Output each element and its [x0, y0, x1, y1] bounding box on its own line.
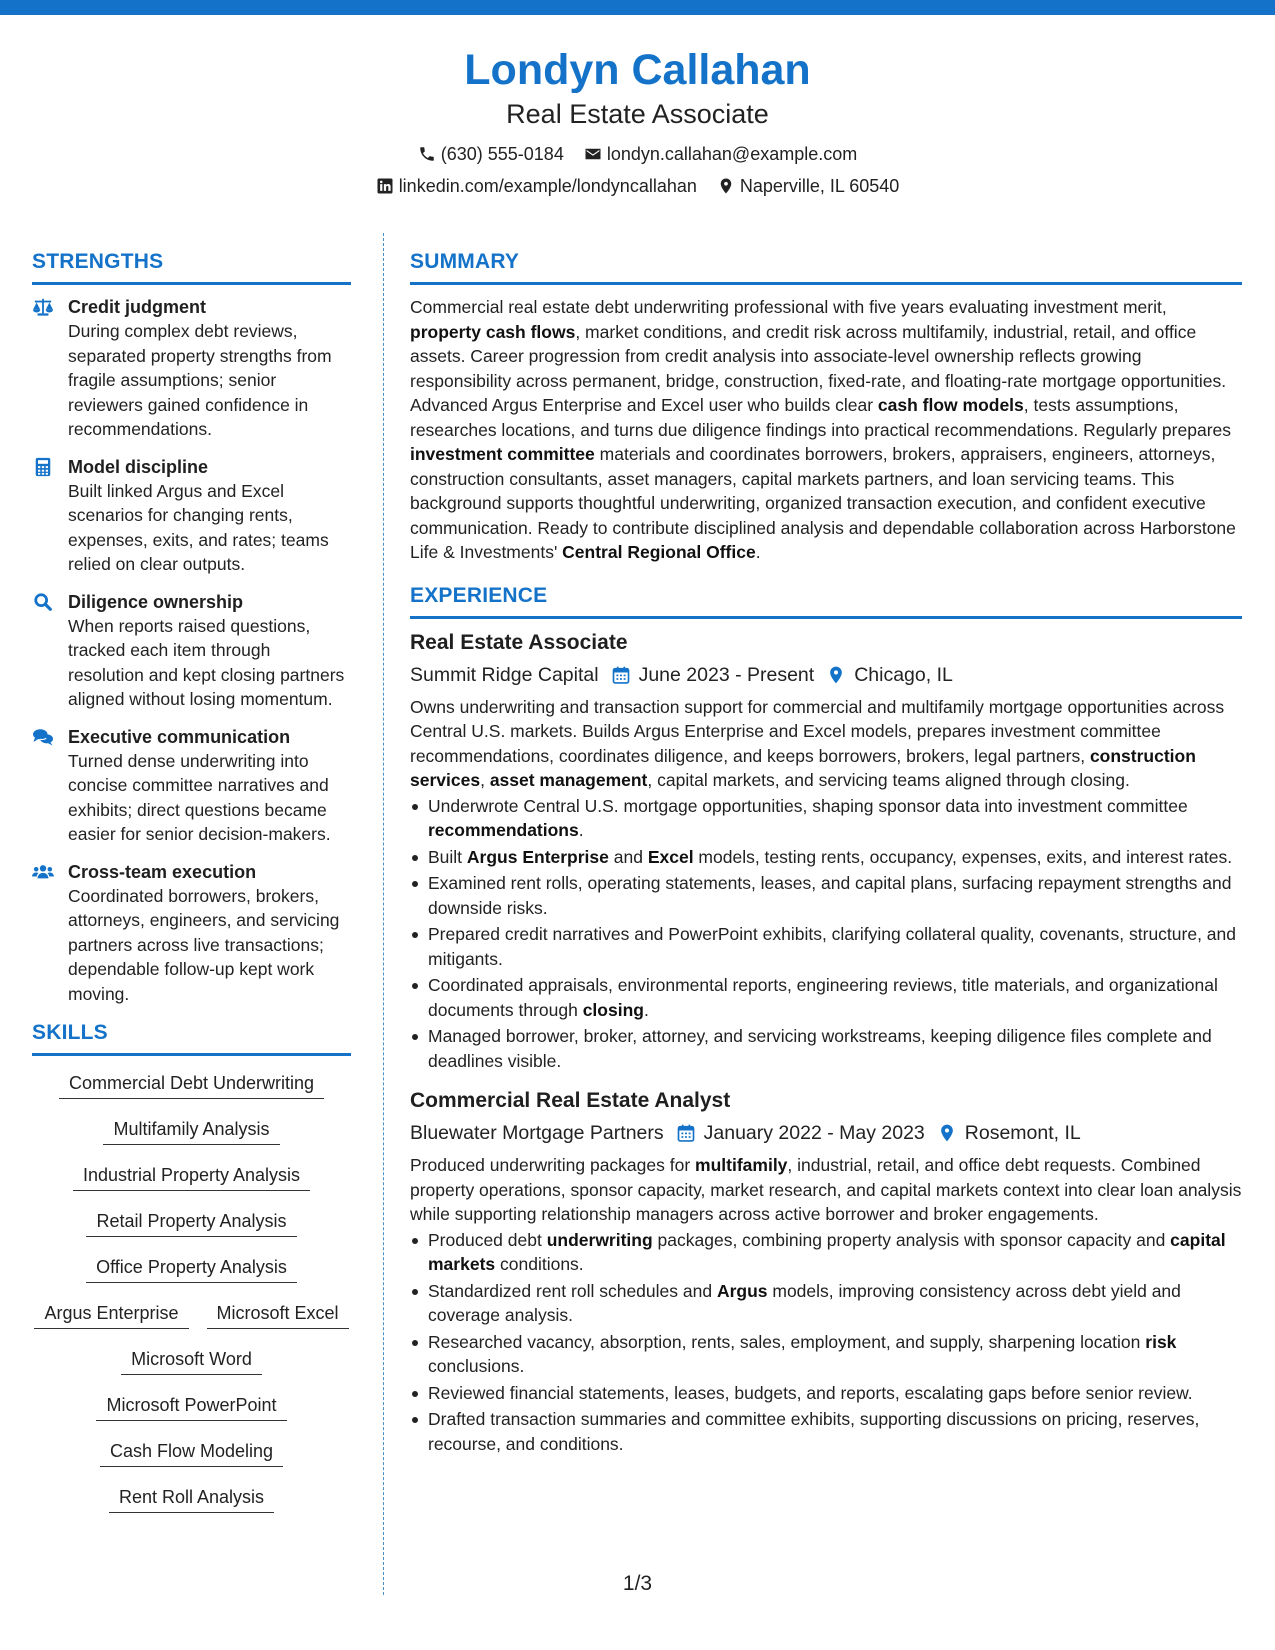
map-pin-icon — [826, 665, 846, 685]
job-description: Produced underwriting packages for multifamily, industrial, retail, and office debt requests. Combined property operations, sponsor capacity, market research, and capital markets context into clear loan analysis while supporting relationship managers across active borrower and broker engagements. — [410, 1155, 1242, 1224]
job-bullet: Prepared credit narratives and PowerPoint exhibits, clarifying collateral quality, covenants, structure, and mitigants. — [410, 922, 1242, 971]
job-entry — [410, 1087, 1242, 1456]
summary-heading: SUMMARY — [410, 248, 1242, 285]
strength-title: Cross-team execution — [68, 861, 257, 882]
job-bullet: Examined rent rolls, operating statements, leases, and capital plans, surfacing repayment strengths and downside risks. — [410, 871, 1242, 920]
strengths-list — [32, 295, 351, 1006]
skills-heading: SKILLS — [32, 1019, 351, 1056]
bold-text: Argus Enterprise — [466, 846, 609, 867]
calendar-icon — [611, 665, 631, 685]
bold-text: asset management — [489, 770, 648, 790]
right-column — [410, 248, 1242, 1470]
location-contact — [717, 174, 899, 198]
phone-text: (630) 555-0184 — [440, 144, 564, 164]
page-number: 1/3 — [622, 1572, 653, 1595]
bold-text: investment committee — [410, 444, 595, 464]
linkedin-contact[interactable] — [376, 174, 697, 198]
map-pin-icon — [717, 177, 735, 195]
skill-tag: Microsoft PowerPoint — [96, 1394, 286, 1421]
job-meta — [410, 1119, 1242, 1147]
envelope-icon — [584, 145, 602, 163]
experience-heading: EXPERIENCE — [410, 582, 1242, 619]
contact-row-2 — [0, 174, 1275, 198]
job-title: Commercial Real Estate Analyst — [410, 1089, 731, 1112]
calculator-icon — [32, 457, 54, 477]
bold-text: multifamily — [695, 1155, 788, 1175]
summary-text: Commercial real estate debt underwriting professional with five years evaluating investment merit, property cash flows, market conditions, and credit risk across multifamily, industrial, retail, and office assets. Career progression from credit analysis into associate-level ownership reflects growing responsibility across permanent, bridge, construction, fixed-rate, and floating-rate mortgage opportunities. Advanced Argus Enterprise and Excel user who builds clear cash flow models, tests assumptions, researches locations, and turns due diligence findings into practical recommendations. Regularly prepares investment committee materials and coordinates borrowers, brokers, appraisers, engineers, attorneys, construction consultants, asset managers, capital markets partners, and loan servicing teams. This background supports thoughtful underwriting, organized transaction execution, and confident executive communication. Ready to contribute disciplined analysis and dependable collaboration across Harborstone Life & Investments' Central Regional Office. — [410, 297, 1236, 562]
job-description: Owns underwriting and transaction support for commercial and multifamily mortgage opportunities across Central U.S. markets. Builds Argus Enterprise and Excel models, prepares investment committee recommendations, coordinates diligence, and keeps borrowers, brokers, legal partners, construction services, asset management, capital markets, and servicing teams aligned through closing. — [410, 696, 1225, 790]
job-dates-text: January 2022 - May 2023 — [703, 1122, 925, 1144]
job-location-text: Chicago, IL — [854, 663, 953, 686]
bold-text: Central Regional Office — [562, 542, 756, 562]
bold-text: Argus — [716, 1280, 768, 1301]
job-meta — [410, 661, 1242, 689]
bold-text: recommendations — [428, 820, 579, 840]
bold-text: closing — [582, 999, 644, 1020]
job-bullet: Produced debt underwriting packages, combining property analysis with sponsor capacity and capital markets conditions. — [410, 1228, 1242, 1277]
email-text[interactable]: londyn.callahan@example.com — [606, 144, 858, 164]
job-bullet: Underwrote Central U.S. mortgage opportunities, shaping sponsor data into investment committee recommendations. — [410, 794, 1242, 843]
bold-text: construction services — [410, 745, 1196, 790]
job-bullet: Drafted transaction summaries and committee exhibits, supporting discussions on pricing, reserves, recourse, and conditions. — [410, 1407, 1242, 1456]
bold-text: Excel — [647, 846, 694, 867]
job-location — [826, 661, 953, 689]
left-column — [32, 248, 351, 1532]
bold-text: capital markets — [428, 1229, 1226, 1274]
strength-description: When reports raised questions, tracked each item through resolution and kept closing partners aligned without losing momentum. — [68, 615, 345, 709]
phone-icon — [418, 145, 436, 163]
skill-tag: Retail Property Analysis — [86, 1210, 296, 1237]
skills-list — [32, 1072, 351, 1532]
strength-title: Credit judgment — [68, 297, 206, 317]
job-bullets — [410, 794, 1242, 1074]
strengths-heading: STRENGTHS — [32, 248, 351, 285]
job-bullets — [410, 1228, 1242, 1457]
skill-tag: Commercial Debt Underwriting — [59, 1072, 324, 1099]
users-icon — [32, 862, 54, 882]
job-dates-text: June 2023 - Present — [638, 663, 815, 686]
map-pin-icon — [937, 1123, 957, 1143]
calendar-icon — [676, 1123, 696, 1143]
skill-tag: Multifamily Analysis — [103, 1118, 279, 1145]
comments-icon — [32, 727, 54, 747]
bold-text: property cash flows — [410, 321, 576, 342]
company-name: Summit Ridge Capital — [410, 663, 599, 686]
email-contact[interactable] — [584, 142, 857, 166]
skill-tag: Argus Enterprise — [34, 1302, 188, 1329]
job-dates — [676, 1119, 925, 1147]
job-title: Real Estate Associate — [410, 630, 628, 654]
strength-description: Turned dense underwriting into concise committee narratives and exhibits; direct questions became easier for senior decision-makers. — [68, 750, 331, 844]
job-location-text: Rosemont, IL — [964, 1122, 1081, 1144]
candidate-title: Real Estate Associate — [506, 99, 769, 129]
contact-row-1 — [0, 142, 1275, 166]
skill-tag: Industrial Property Analysis — [73, 1164, 310, 1191]
strength-description: Coordinated borrowers, brokers, attorneys, engineers, and servicing partners across live transactions; dependable follow-up kept work moving. — [68, 885, 340, 1004]
linkedin-icon — [376, 177, 394, 195]
column-divider — [383, 233, 384, 1595]
strength-item — [32, 295, 351, 442]
scale-icon — [32, 297, 54, 317]
job-location — [937, 1119, 1081, 1147]
job-bullet: Coordinated appraisals, environmental reports, engineering reviews, title materials, and organizational documents through closing. — [410, 973, 1242, 1022]
strength-title: Diligence ownership — [68, 591, 244, 612]
skill-tag: Rent Roll Analysis — [109, 1486, 274, 1513]
bold-text: risk — [1145, 1331, 1177, 1352]
job-bullet: Researched vacancy, absorption, rents, sales, employment, and supply, sharpening location risk conclusions. — [410, 1330, 1242, 1379]
bold-text: underwriting — [546, 1229, 653, 1250]
job-bullet: Built Argus Enterprise and Excel models, testing rents, occupancy, expenses, exits, and interest rates. — [410, 845, 1242, 870]
job-bullet: Managed borrower, broker, attorney, and servicing workstreams, keeping diligence files complete and deadlines visible. — [410, 1024, 1242, 1073]
strength-item — [32, 455, 351, 577]
strength-item — [32, 860, 351, 1007]
job-bullet: Reviewed financial statements, leases, budgets, and reports, escalating gaps before senior review. — [410, 1381, 1242, 1406]
resume-header — [0, 44, 1275, 198]
location-text: Naperville, IL 60540 — [739, 176, 900, 196]
strength-description: During complex debt reviews, separated property strengths from fragile assumptions; senior reviewers gained confidence in recommendations. — [68, 321, 332, 439]
job-dates — [611, 661, 815, 689]
skill-tag: Office Property Analysis — [86, 1256, 297, 1283]
bold-text: cash flow models — [877, 395, 1024, 415]
search-icon — [32, 592, 54, 612]
strength-title: Executive communication — [68, 726, 291, 747]
skill-tag: Microsoft Word — [121, 1348, 262, 1375]
skill-tag: Microsoft Excel — [207, 1302, 349, 1329]
phone-contact — [418, 142, 564, 166]
job-entry — [410, 629, 1242, 1074]
strength-item — [32, 590, 351, 712]
job-bullet: Standardized rent roll schedules and Argus models, improving consistency across debt yield and coverage analysis. — [410, 1279, 1242, 1328]
linkedin-text[interactable]: linkedin.com/example/londyncallahan — [398, 176, 697, 196]
strength-title: Model discipline — [68, 456, 209, 477]
top-accent-bar — [0, 0, 1275, 15]
candidate-name: Londyn Callahan — [464, 46, 811, 94]
skill-tag: Cash Flow Modeling — [100, 1440, 283, 1467]
strength-description: Built linked Argus and Excel scenarios for changing rents, expenses, exits, and rates; teams relied on clear outputs. — [68, 480, 329, 574]
strength-item — [32, 725, 351, 847]
company-name: Bluewater Mortgage Partners — [410, 1122, 664, 1144]
